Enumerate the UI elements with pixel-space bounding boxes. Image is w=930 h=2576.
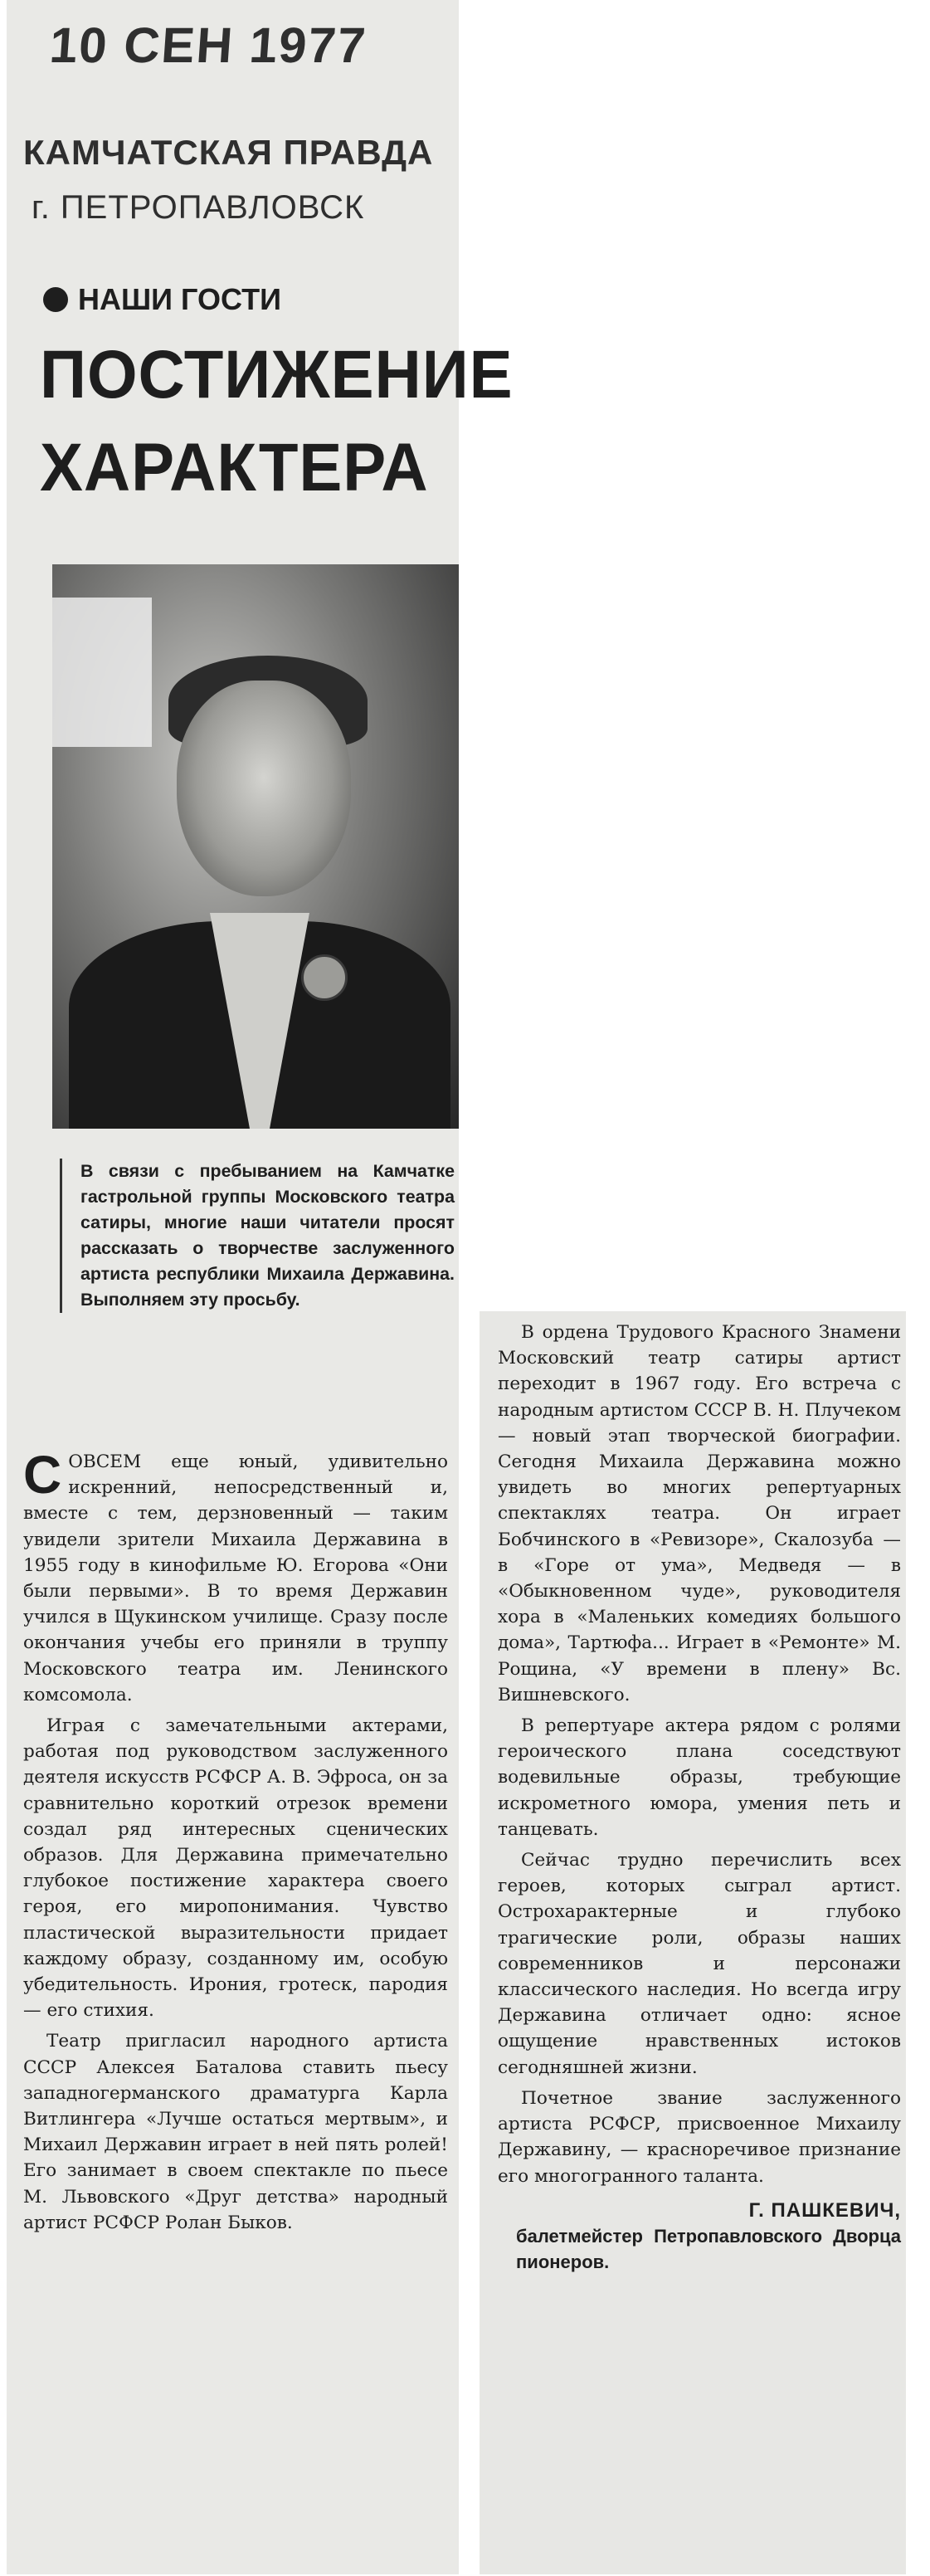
paragraph-1-text: ОВСЕМ еще юный, удивительно искренний, непосредственный и, вместе с тем, дерзновенный — таким увидели зрители Михаила Державина в 1955 году в кинофильме Ю. Егорова «Они были первыми». В то время Державин учился в Щукинском училище. Сразу после окончания учебы его приняли в труппу Московского театра им. Ленинского комсомола. xyxy=(23,1451,448,1705)
background-sign xyxy=(52,598,152,747)
rubric xyxy=(43,282,281,317)
paragraph-3: Театр пригласил народного артиста СССР Алексея Баталова ставить пьесу западногерманского драматурга Карла Витлингера «Лучше остаться мертвым», и Михаил Державин играет в ней пять ролей! Его занимает в своем спектакле по пьесе М. Львовского «Друг детства» народный артист РСФСР Ролан Быков. xyxy=(23,2031,448,2233)
bullet-icon xyxy=(43,287,68,312)
headline-line-1: ПОСТИЖЕНИЕ xyxy=(40,337,514,412)
paragraph-1 xyxy=(23,1445,448,1708)
lead-paragraph: В связи с пребыванием на Камчатке гастрольной группы Московского театра сатиры, многие наши читатели просят рассказать о творчестве заслуженного артиста республики Михаила Державина. Выполняем эту просьбу. xyxy=(60,1159,455,1313)
rubric-label: НАШИ ГОСТИ xyxy=(78,282,281,316)
city-stamp: г. ПЕТРОПАВЛОВСК xyxy=(32,189,365,226)
signature xyxy=(498,2198,901,2275)
newspaper-name-stamp: КАМЧАТСКАЯ ПРАВДА xyxy=(23,133,434,172)
paragraph-6: Сейчас трудно перечислить всех героев, которых сыграл артист. Острохарактерные и глубоко трагические роли, образы наших современников и персонажи классического наследия. Но всегда игру Державина отличает одно: ясное ощущение нравственных истоков сегодняшней жизни. xyxy=(498,1850,901,2078)
actor-photo xyxy=(52,564,459,1129)
headline xyxy=(40,329,514,515)
author-name: Г. ПАШКЕВИЧ, xyxy=(748,2198,901,2222)
newspaper-clipping-main xyxy=(7,0,514,2574)
paragraph-2: Играя с замечательными актерами, работая под руководством заслуженного деятеля искусств РСФСР А. В. Эфроса, он за сравнительно короткий отрезок времени создал ряд интересных сценических образов. Для Державина примечательно глубокое постижение характера своего героя, его миропонимания. Чувство пластической выразительности придает каждому образу, созданному им, особую убедительность. Ирония, гротеск, пародия — его стихия. xyxy=(23,1715,448,2022)
photo-face xyxy=(177,681,351,896)
paragraph-5: В репертуаре актера рядом с ролями героического плана соседствуют водевильные образы, требующие искрометного юмора, умения петь и танцевать. xyxy=(498,1715,901,1840)
microphone-icon xyxy=(301,954,348,1001)
article-column-2 xyxy=(498,1320,901,2275)
drop-cap: С xyxy=(23,1445,62,1505)
paragraph-4: В ордена Трудового Красного Знамени Московский театр сатиры артист переходит в 1967 году. Его встреча с народным артистом СССР В. Н. Плучеком — новый этап творческой биографии. Сегодня Михаила Державина можно увидеть во многих репертуарных спектаклях театра. Он играет Бобчинского в «Ревизоре», Скалозуба — в «Горе от ума», Медведя — в «Обыкновенном чуде», руководителя хора в «Маленьких комедиях большого дома», Тартюфа... Играет в «Ремонте» М. Рощина, «У времени в плену» Вс. Вишневского. xyxy=(498,1322,901,1705)
paragraph-7: Почетное звание заслуженного артиста РСФСР, присвоенное Михаилу Державину, — красноречивое признание его многогранного таланта. xyxy=(498,2087,901,2187)
headline-line-2: ХАРАКТЕРА xyxy=(40,430,429,505)
article-column-1 xyxy=(23,1445,448,2241)
date-stamp: 10 СЕН 1977 xyxy=(47,17,369,73)
author-position: балетмейстер Петропавловского Дворца пионеров. xyxy=(516,2225,901,2272)
